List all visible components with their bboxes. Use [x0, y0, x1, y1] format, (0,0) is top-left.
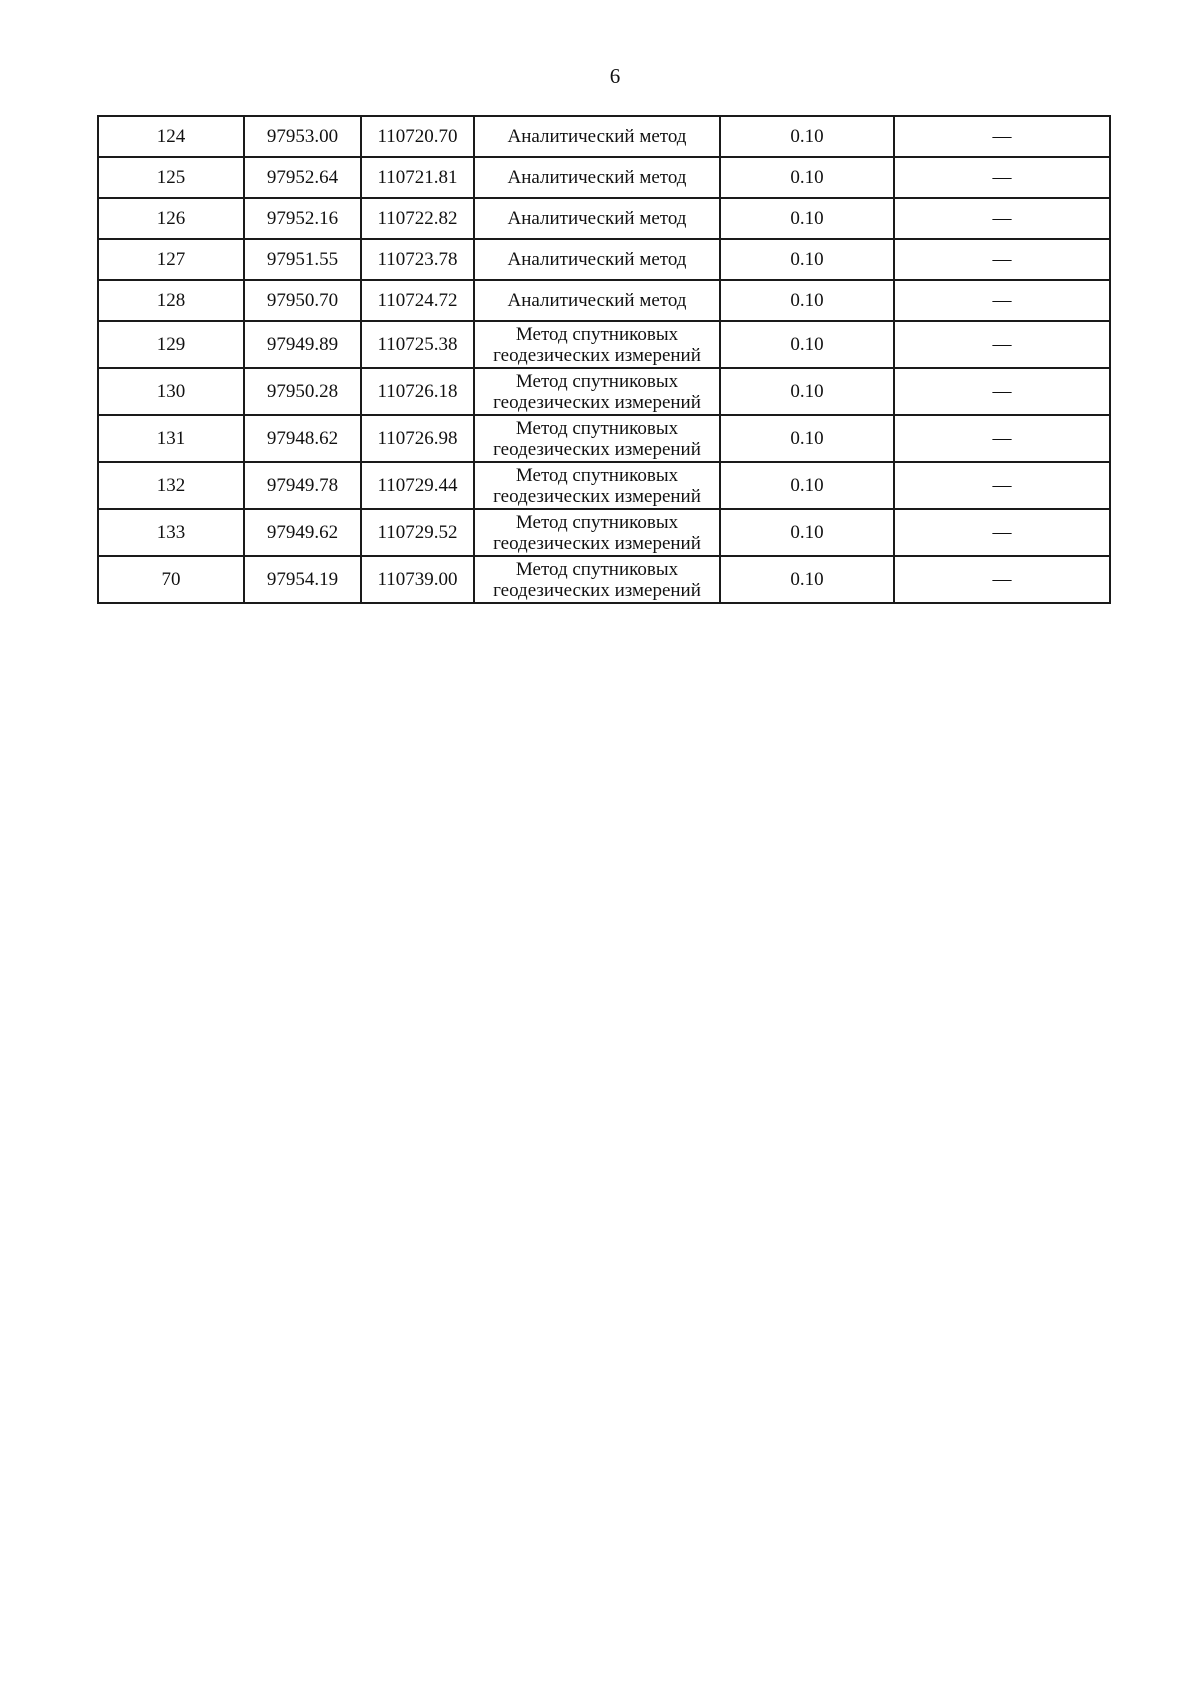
- point-number-cell: 129: [98, 321, 244, 368]
- x-coordinate-cell: 97953.00: [244, 116, 361, 157]
- x-coordinate-cell: 97952.64: [244, 157, 361, 198]
- note-cell: [894, 462, 1110, 509]
- x-coordinate-cell: 97949.89: [244, 321, 361, 368]
- table-row: [98, 462, 1110, 509]
- point-number-cell: 127: [98, 239, 244, 280]
- x-coordinate-cell: 97949.62: [244, 509, 361, 556]
- page-number: 6: [609, 64, 621, 88]
- method-line: Метод спутниковых: [515, 417, 679, 439]
- note-cell: [894, 198, 1110, 239]
- method-line: Аналитический метод: [507, 208, 687, 229]
- method-line: Метод спутниковых: [515, 511, 679, 533]
- method-line: Аналитический метод: [507, 167, 687, 188]
- note-dash: —: [992, 475, 1012, 496]
- note-cell: [894, 509, 1110, 556]
- method-cell: [474, 368, 720, 415]
- x-coordinate-cell: 97948.62: [244, 415, 361, 462]
- point-number-cell: 70: [98, 556, 244, 603]
- table-row: [98, 368, 1110, 415]
- x-coordinate-cell: 97950.70: [244, 280, 361, 321]
- accuracy-cell: 0.10: [720, 239, 894, 280]
- method-line: геодезических измерений: [493, 532, 701, 554]
- method-line: геодезических измерений: [493, 391, 701, 413]
- coordinates-table-body: [98, 116, 1110, 603]
- accuracy-cell: 0.10: [720, 321, 894, 368]
- y-coordinate-cell: 110726.98: [361, 415, 474, 462]
- y-coordinate-cell: 110725.38: [361, 321, 474, 368]
- note-cell: [894, 280, 1110, 321]
- point-number-cell: 130: [98, 368, 244, 415]
- note-dash: —: [992, 167, 1012, 188]
- x-coordinate-cell: 97950.28: [244, 368, 361, 415]
- note-cell: [894, 239, 1110, 280]
- method-line: Аналитический метод: [507, 126, 687, 147]
- accuracy-cell: 0.10: [720, 280, 894, 321]
- method-cell: [474, 239, 720, 280]
- accuracy-cell: 0.10: [720, 462, 894, 509]
- note-dash: —: [992, 522, 1012, 543]
- table-row: [98, 198, 1110, 239]
- note-dash: —: [992, 569, 1012, 590]
- accuracy-cell: 0.10: [720, 415, 894, 462]
- table-row: [98, 509, 1110, 556]
- method-line: геодезических измерений: [493, 485, 701, 507]
- method-line: Метод спутниковых: [515, 558, 679, 580]
- y-coordinate-cell: 110739.00: [361, 556, 474, 603]
- method-cell: [474, 116, 720, 157]
- accuracy-cell: 0.10: [720, 509, 894, 556]
- method-cell: [474, 321, 720, 368]
- accuracy-cell: 0.10: [720, 368, 894, 415]
- note-dash: —: [992, 334, 1012, 355]
- note-cell: [894, 368, 1110, 415]
- table-row: [98, 157, 1110, 198]
- method-cell: [474, 462, 720, 509]
- x-coordinate-cell: 97952.16: [244, 198, 361, 239]
- note-cell: [894, 556, 1110, 603]
- note-dash: —: [992, 249, 1012, 270]
- note-cell: [894, 116, 1110, 157]
- method-line: Метод спутниковых: [515, 370, 679, 392]
- method-cell: [474, 509, 720, 556]
- method-line: геодезических измерений: [493, 438, 701, 460]
- x-coordinate-cell: 97949.78: [244, 462, 361, 509]
- y-coordinate-cell: 110724.72: [361, 280, 474, 321]
- point-number-cell: 126: [98, 198, 244, 239]
- point-number-cell: 133: [98, 509, 244, 556]
- point-number-cell: 125: [98, 157, 244, 198]
- note-dash: —: [992, 428, 1012, 449]
- method-cell: [474, 415, 720, 462]
- point-number-cell: 132: [98, 462, 244, 509]
- method-line: Аналитический метод: [507, 249, 687, 270]
- table-row: [98, 415, 1110, 462]
- note-dash: —: [992, 381, 1012, 402]
- note-cell: [894, 415, 1110, 462]
- y-coordinate-cell: 110723.78: [361, 239, 474, 280]
- coordinates-table: [97, 115, 1111, 604]
- method-line: Метод спутниковых: [515, 464, 679, 486]
- table-row: [98, 321, 1110, 368]
- note-cell: [894, 157, 1110, 198]
- x-coordinate-cell: 97951.55: [244, 239, 361, 280]
- method-line: Аналитический метод: [507, 290, 687, 311]
- method-line: геодезических измерений: [493, 579, 701, 601]
- y-coordinate-cell: 110721.81: [361, 157, 474, 198]
- method-line: геодезических измерений: [493, 344, 701, 366]
- accuracy-cell: 0.10: [720, 157, 894, 198]
- accuracy-cell: 0.10: [720, 116, 894, 157]
- method-cell: [474, 280, 720, 321]
- method-line: Метод спутниковых: [515, 323, 679, 345]
- y-coordinate-cell: 110722.82: [361, 198, 474, 239]
- method-cell: [474, 556, 720, 603]
- y-coordinate-cell: 110729.44: [361, 462, 474, 509]
- method-cell: [474, 157, 720, 198]
- x-coordinate-cell: 97954.19: [244, 556, 361, 603]
- table-row: [98, 556, 1110, 603]
- y-coordinate-cell: 110720.70: [361, 116, 474, 157]
- table-row: [98, 280, 1110, 321]
- y-coordinate-cell: 110726.18: [361, 368, 474, 415]
- note-cell: [894, 321, 1110, 368]
- note-dash: —: [992, 126, 1012, 147]
- method-cell: [474, 198, 720, 239]
- note-dash: —: [992, 208, 1012, 229]
- y-coordinate-cell: 110729.52: [361, 509, 474, 556]
- accuracy-cell: 0.10: [720, 556, 894, 603]
- point-number-cell: 124: [98, 116, 244, 157]
- accuracy-cell: 0.10: [720, 198, 894, 239]
- point-number-cell: 131: [98, 415, 244, 462]
- table-row: [98, 239, 1110, 280]
- note-dash: —: [992, 290, 1012, 311]
- point-number-cell: 128: [98, 280, 244, 321]
- table-row: [98, 116, 1110, 157]
